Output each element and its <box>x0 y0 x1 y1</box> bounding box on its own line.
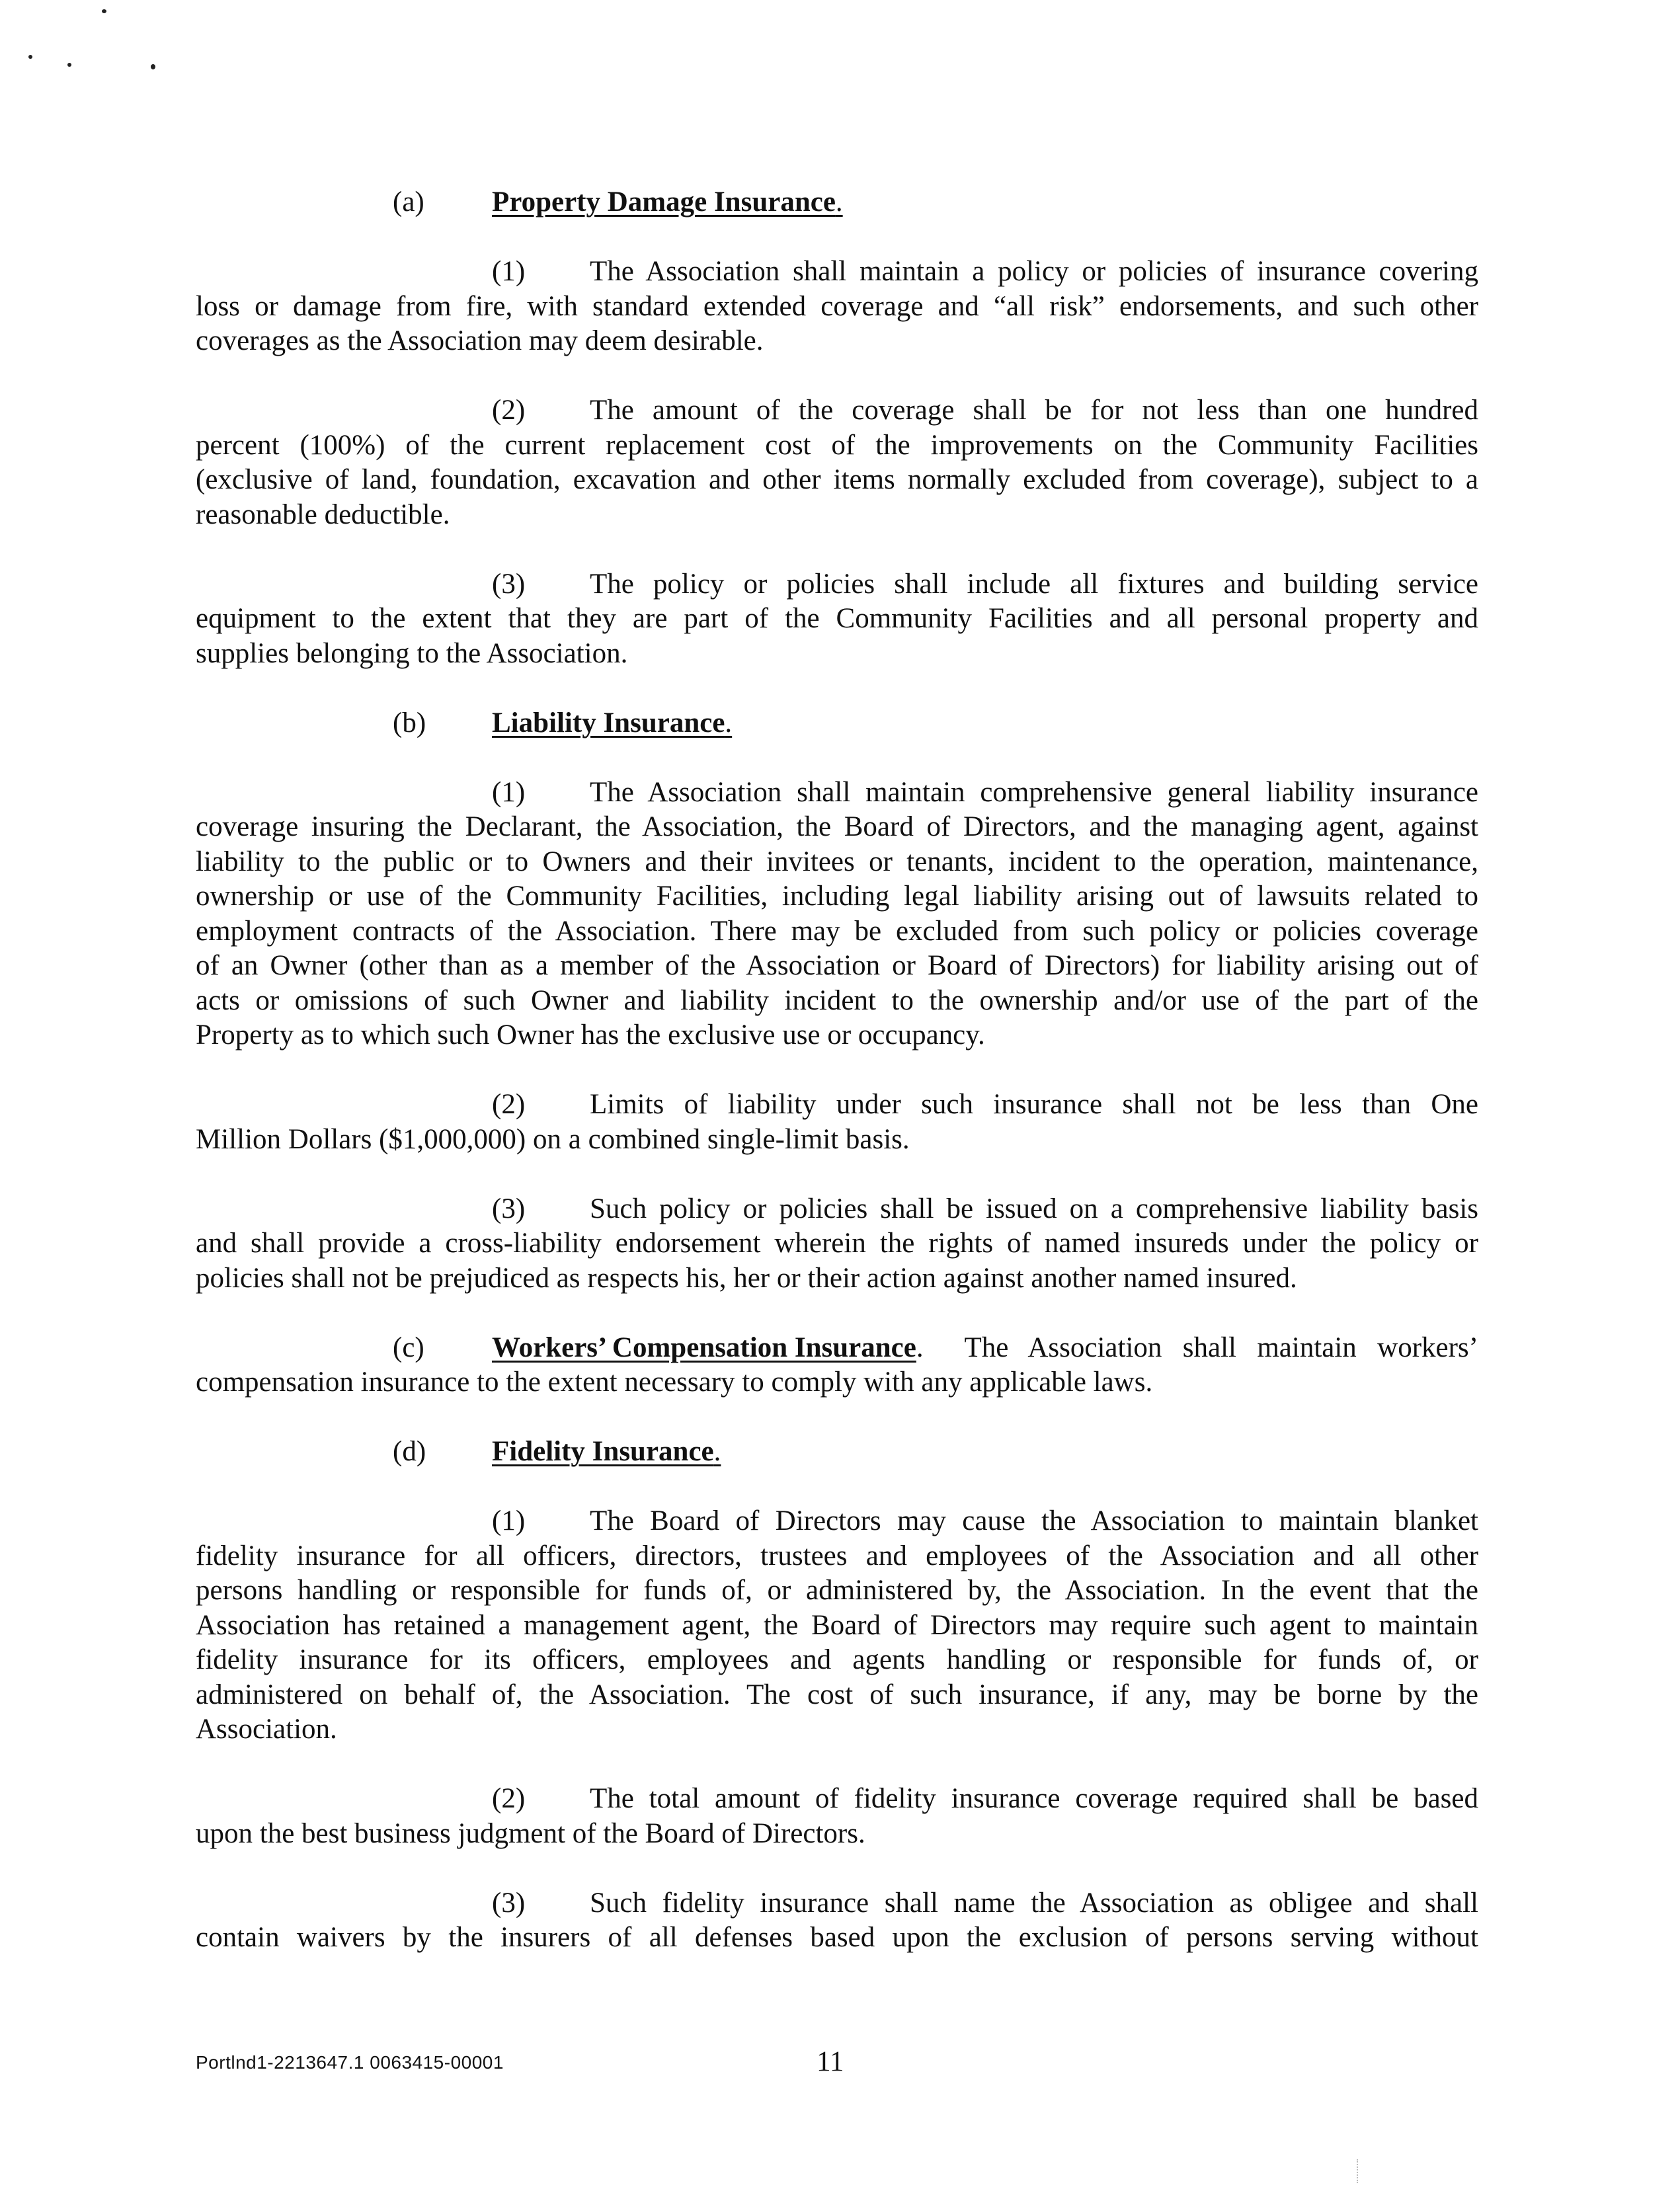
title-period: . <box>835 186 843 218</box>
paragraph-line: fidelity insurance for all officers, directors, trustees and employees of the Association and all other <box>196 1540 1478 1571</box>
section-title-text: Liability Insurance <box>492 707 725 738</box>
paragraph-d2 <box>196 1782 1478 1817</box>
paragraph-b3 <box>196 1192 1478 1227</box>
paragraph-line: policies shall not be prejudiced as respects his, her or their action against another named insured. <box>196 1262 1297 1294</box>
paragraph-line: upon the best business judgment of the Board of Directors. <box>196 1817 865 1849</box>
paragraph-line: of an Owner (other than as a member of the Association or Board of Directors) for liability arising out of <box>196 950 1478 981</box>
paragraph-line: ownership or use of the Community Facilities, including legal liability arising out of lawsuits related to <box>196 881 1478 912</box>
section-marker: (c) <box>393 1331 424 1363</box>
scan-edge-mark <box>1357 2159 1359 2183</box>
scan-speck <box>67 63 71 67</box>
paragraph-line: Association has retained a management agent, the Board of Directors may require such agent to maintain <box>196 1609 1478 1641</box>
section-title-text: Property Damage Insurance <box>492 186 836 218</box>
section-title <box>492 1435 721 1470</box>
paragraph-number: (2) <box>492 395 526 426</box>
paragraph-b2 <box>196 1088 1478 1123</box>
title-period: . <box>713 1436 721 1467</box>
section-c-first-line <box>492 1331 1478 1366</box>
paragraph-line: (exclusive of land, foundation, excavation and other items normally excluded from coverage), subject to a <box>196 464 1478 495</box>
page-footer <box>196 2046 1478 2079</box>
section-heading-b <box>196 706 1478 741</box>
section-title: Workers’ Compensation Insurance <box>492 1331 916 1363</box>
page-number: 11 <box>817 2046 844 2077</box>
paragraph-line: The Association shall maintain a policy or policies of insurance covering <box>590 256 1478 287</box>
paragraph-line: administered on behalf of, the Association. The cost of such insurance, if any, may be borne by the <box>196 1679 1478 1710</box>
paragraph-number: (3) <box>492 1887 526 1919</box>
section-heading-d <box>196 1435 1478 1470</box>
section-title <box>492 185 843 220</box>
paragraph-line: Such policy or policies shall be issued on a comprehensive liability basis <box>590 1193 1478 1224</box>
paragraph-line: The amount of the coverage shall be for not less than one hundred <box>590 395 1478 426</box>
paragraph-a1 <box>196 255 1478 290</box>
paragraph-line: The Board of Directors may cause the Association to maintain blanket <box>590 1505 1478 1536</box>
paragraph-number: (2) <box>492 1089 526 1120</box>
scan-speck <box>102 9 106 13</box>
document-id: Portlnd1-2213647.1 0063415-00001 <box>196 2052 504 2073</box>
section-heading-c <box>196 1331 1478 1366</box>
paragraph-line: equipment to the extent that they are part of the Community Facilities and all personal property and <box>196 603 1478 634</box>
paragraph-d1 <box>196 1504 1478 1539</box>
scan-speck <box>151 64 155 69</box>
paragraph-line: and shall provide a cross-liability endorsement wherein the rights of named insureds under the policy or <box>196 1228 1478 1259</box>
section-marker: (a) <box>393 186 424 218</box>
paragraph-line: supplies belonging to the Association. <box>196 637 628 669</box>
section-title <box>492 706 732 741</box>
paragraph-number: (2) <box>492 1783 526 1814</box>
paragraph-number: (1) <box>492 1505 526 1536</box>
paragraph-line: acts or omissions of such Owner and liability incident to the ownership and/or use of the part of the <box>196 984 1478 1016</box>
paragraph-line: The Association shall maintain comprehensive general liability insurance <box>590 776 1478 808</box>
title-period: . <box>725 707 733 738</box>
paragraph-line: reasonable deductible. <box>196 498 450 530</box>
paragraph-line: coverage insuring the Declarant, the Association, the Board of Directors, and the managing agent, against <box>196 811 1478 842</box>
paragraph-d3 <box>196 1886 1478 1921</box>
paragraph-line: fidelity insurance for its officers, employees and agents handling or responsible for funds of, or <box>196 1644 1478 1675</box>
paragraph-line: compensation insurance to the extent necessary to comply with any applicable laws. <box>196 1367 1153 1398</box>
paragraph-number: (1) <box>492 256 526 287</box>
paragraph-line: Limits of liability under such insurance shall not be less than One <box>590 1089 1478 1120</box>
paragraph-line: loss or damage from fire, with standard extended coverage and “all risk” endorsements, and such other <box>196 290 1478 322</box>
paragraph-line: contain waivers by the insurers of all defenses based upon the exclusion of persons serving without <box>196 1922 1478 1953</box>
paragraph-line: Million Dollars ($1,000,000) on a combined single-limit basis. <box>196 1123 910 1155</box>
paragraph-line: The policy or policies shall include all fixtures and building service <box>590 568 1478 600</box>
paragraph-line: coverages as the Association may deem desirable. <box>196 325 764 356</box>
paragraph-b1 <box>196 775 1478 811</box>
section-marker: (d) <box>393 1436 426 1467</box>
paragraph-line: Association. <box>196 1714 337 1745</box>
paragraph-a3 <box>196 567 1478 602</box>
paragraph-number: (3) <box>492 1193 526 1224</box>
paragraph-line: persons handling or responsible for funds of, or administered by, the Association. In the event that the <box>196 1575 1478 1606</box>
paragraph-line: The total amount of fidelity insurance coverage required shall be based <box>590 1783 1478 1814</box>
paragraph-line: Property as to which such Owner has the exclusive use or occupancy. <box>196 1019 985 1051</box>
paragraph-line: employment contracts of the Association. There may be excluded from such policy or policies coverage <box>196 915 1478 947</box>
paragraph-number: (3) <box>492 568 526 600</box>
section-c-text: . The Association shall maintain workers’ <box>916 1331 1478 1363</box>
document-body <box>196 185 1478 1956</box>
paragraph-line: percent (100%) of the current replacement cost of the improvements on the Community Facilities <box>196 429 1478 461</box>
paragraph-a2 <box>196 393 1478 428</box>
section-heading-a <box>196 185 1478 220</box>
scan-speck <box>28 55 32 59</box>
paragraph-number: (1) <box>492 776 526 808</box>
paragraph-line: liability to the public or to Owners and their invitees or tenants, incident to the operation, maintenance, <box>196 846 1478 877</box>
section-title-text: Fidelity Insurance <box>492 1436 714 1467</box>
paragraph-line: Such fidelity insurance shall name the Association as obligee and shall <box>590 1887 1478 1919</box>
section-marker: (b) <box>393 707 426 738</box>
